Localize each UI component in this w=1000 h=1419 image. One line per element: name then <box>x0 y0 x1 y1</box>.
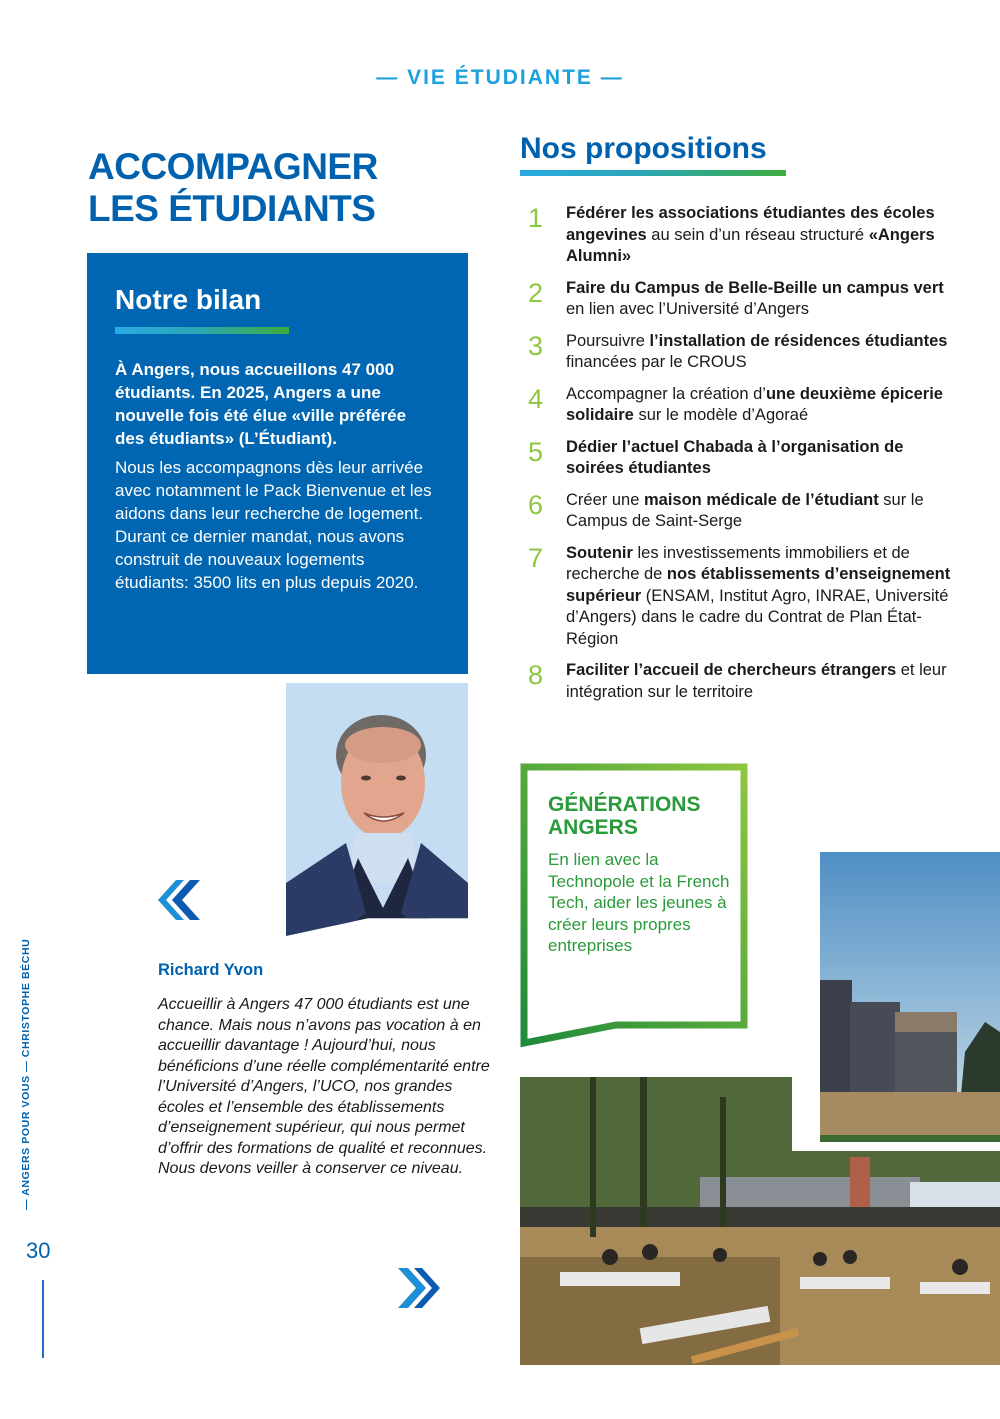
proposition-item <box>528 278 958 321</box>
bilan-box <box>87 253 468 674</box>
generations-title-line2: ANGERS <box>548 816 638 839</box>
quote-author: Richard Yvon <box>158 961 264 979</box>
proposition-text: Faire du Campus de Belle-Beille un campus vert en lien avec l’Université d’Angers <box>566 278 944 318</box>
proposition-text: Dédier l’actuel Chabada à l’organisation de soirées étudiantes <box>566 437 904 477</box>
proposition-number: 2 <box>528 277 544 308</box>
page-title-line1: ACCOMPAGNER <box>88 146 378 187</box>
double-chevron-right-icon <box>396 1268 444 1313</box>
proposition-item <box>528 384 958 427</box>
proposition-item <box>528 203 958 268</box>
proposition-number: 1 <box>528 203 544 233</box>
double-chevron-left-icon <box>154 880 202 925</box>
page-title <box>88 146 378 230</box>
quote-text: Accueillir à Angers 47 000 étudiants est une chance. Mais nous n’avons pas vocation à en accueillir davantage ! Aujourd’hui, nous bénéficions d’une réelle complémentarité entre l’Université d’Angers, l’UCO, nos grandes écoles et l’ensemble des établissements d’enseignement supérieur, qui nous permet d’offrir des formations de qualité et reconnues. Nous devons veiller à conserver ce niveau. <box>158 996 490 1177</box>
proposition-item <box>528 543 958 651</box>
bilan-title: Notre bilan <box>115 284 262 315</box>
proposition-item <box>528 490 958 533</box>
page-title-line2: LES ÉTUDIANTS <box>88 188 376 229</box>
section-tag: — VIE ÉTUDIANTE — <box>376 66 624 89</box>
proposition-item <box>528 437 958 480</box>
bilan-body: Nous les accompagnons dès leur arrivée avec notamment le Pack Bienvenue et les aidons dans leur recherche de logement. Durant ce dernier mandat, nous avons construit de nouveaux logements étudiants: 3500 lits en plus depuis 2020. <box>115 458 432 592</box>
generations-text: En lien avec la Technopole et la French Tech, aider les jeunes à créer leurs propres entreprises <box>548 850 730 955</box>
portrait-photo <box>286 683 468 936</box>
generations-angers-box <box>520 763 748 1048</box>
proposition-text: Créer une maison médicale de l’étudiant sur le Campus de Saint-Serge <box>566 490 924 530</box>
proposition-text: Accompagner la création d’une deuxième épicerie solidaire sur le modèle d’Agoraé <box>566 384 943 424</box>
propositions-title-underline <box>520 170 786 176</box>
proposition-number: 4 <box>528 383 544 414</box>
side-running-title: — ANGERS POUR VOUS — CHRISTOPHE BÉCHU <box>20 938 32 1210</box>
page-number-rule <box>42 1280 44 1358</box>
bilan-lead: À Angers, nous accueillons 47 000 étudiants. En 2025, Angers a une nouvelle fois été élue «ville préférée des étudiants» (L’Étudiant). <box>115 360 407 448</box>
bilan-title-underline <box>115 327 289 334</box>
proposition-item <box>528 331 958 374</box>
proposition-text: Faciliter l’accueil de chercheurs étrangers et leur intégration sur le territoire <box>566 661 947 701</box>
propositions-list <box>528 203 958 713</box>
proposition-item <box>528 660 958 703</box>
proposition-text: Poursuivre l’installation de résidences étudiantes financées par le CROUS <box>566 331 948 371</box>
propositions-title: Nos propositions <box>520 132 767 165</box>
proposition-number: 7 <box>528 542 544 573</box>
proposition-text: Soutenir les investissements immobiliers et de recherche de nos établissements d’enseignement supérieur (ENSAM, Institut Agro, INRAE, Université d’Angers) dans le cadre du Contrat de Plan État-Région <box>566 543 951 648</box>
proposition-number: 5 <box>528 436 544 467</box>
proposition-text: Fédérer les associations étudiantes des écoles angevines au sein d’un réseau structuré «Angers Alumni» <box>566 204 935 265</box>
castle-photo <box>820 852 1000 1142</box>
page-number: 30 <box>26 1238 51 1263</box>
proposition-number: 8 <box>528 660 544 690</box>
generations-title-line1: GÉNÉRATIONS <box>548 793 701 816</box>
proposition-number: 6 <box>528 489 544 520</box>
proposition-number: 3 <box>528 330 544 361</box>
